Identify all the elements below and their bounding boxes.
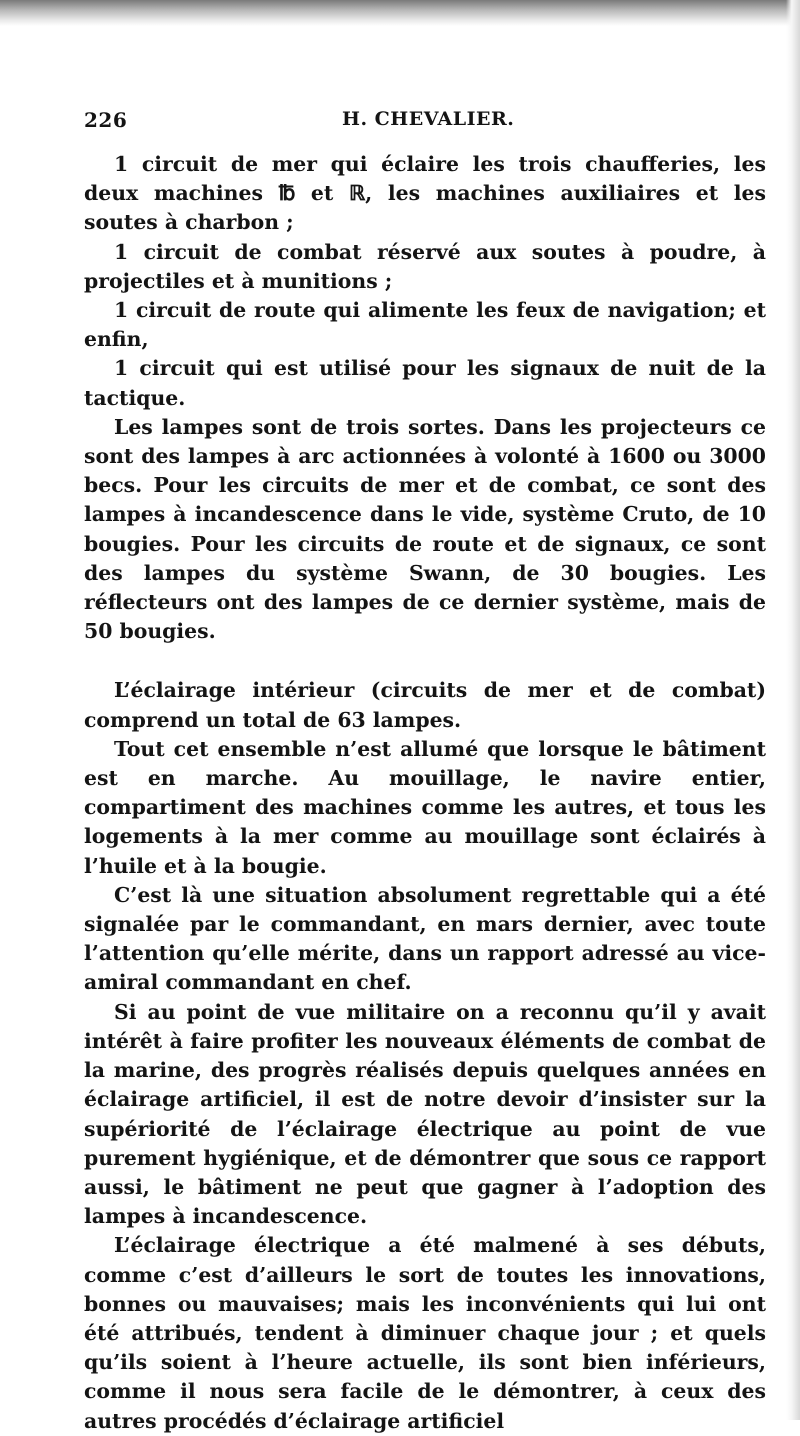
paragraph-circuit-de-mer: 1 circuit de mer qui éclaire les trois chaufferies, les deux machines ℔ et ℝ, les machines auxiliaires et les soutes à charbon ; bbox=[84, 152, 766, 235]
paragraph-ensemble-allume: Tout cet ensemble n’est allumé que lorsque le bâtiment est en marche. Au mouillage, le navire entier, compartiment des machines comme les autres, et tous les logements à la mer comme au mouillage sont éclairés à l’huile et à la bougie. bbox=[84, 736, 766, 878]
running-head: H. CHEVALIER. bbox=[342, 108, 515, 130]
page-number: 226 bbox=[84, 108, 128, 132]
scan-shadow-right bbox=[786, 0, 800, 1420]
page-header bbox=[84, 108, 774, 136]
paragraph-eclairage-interieur: L’éclairage intérieur (circuits de mer et de combat) comprend un total de 63 lampes. bbox=[84, 678, 766, 732]
paragraph-circuit-signaux: 1 circuit qui est utilisé pour les signaux de nuit de la tactique. bbox=[84, 356, 766, 410]
scan-shadow-top bbox=[0, 0, 800, 26]
paragraph-circuit-de-route: 1 circuit de route qui alimente les feux de navigation; et enfin, bbox=[84, 298, 766, 352]
paragraph-point-de-vue-militaire: Si au point de vue militaire on a reconnu qu’il y avait intérêt à faire profiter les nouveaux éléments de combat de la marine, des progrès réalisés depuis quelques années en éclairage artificiel, il est de notre devoir d’insister sur la supériorité de l’éclairage électrique au point de vue purement hygiénique, et de démontrer que sous ce rapport aussi, le bâtiment ne peut que gagner à l’adoption des lampes à incandescence. bbox=[84, 999, 766, 1229]
paragraph-eclairage-electrique: L’éclairage électrique a été malmené à ses débuts, comme c’est d’ailleurs le sort de toutes les innovations, bonnes ou mauvaises; mais les inconvénients qui lui ont été attribués, tendent à diminuer chaque jour ; et quels qu’ils soient à l’heure actuelle, ils sont bien inférieurs, comme il nous sera facile de le démontrer, à ceux des autres procédés d’éclairage artificiel bbox=[84, 1233, 766, 1433]
paragraph-lampes: Les lampes sont de trois sortes. Dans les projecteurs ce sont des lampes à arc actionnées à volonté à 1600 ou 3000 becs. Pour les circuits de mer et de combat, ce sont des lampes à incandescence dans le vide, système Cruto, de 10 bougies. Pour les circuits de route et de signaux, ce sont des lampes du système Swann, de 30 bougies. Les réflecteurs ont des lampes de ce dernier système, mais de 50 bougies. bbox=[84, 414, 766, 644]
paragraph-circuit-de-combat: 1 circuit de combat réservé aux soutes à poudre, à projectiles et à munitions ; bbox=[84, 239, 766, 293]
paragraph-situation-regrettable: C’est là une situation absolument regrettable qui a été signalée par le commandant, en mars dernier, avec toute l’attention qu’elle mérite, dans un rapport adressé au vice-amiral commandant en chef. bbox=[84, 882, 766, 995]
body-text bbox=[84, 150, 766, 1436]
